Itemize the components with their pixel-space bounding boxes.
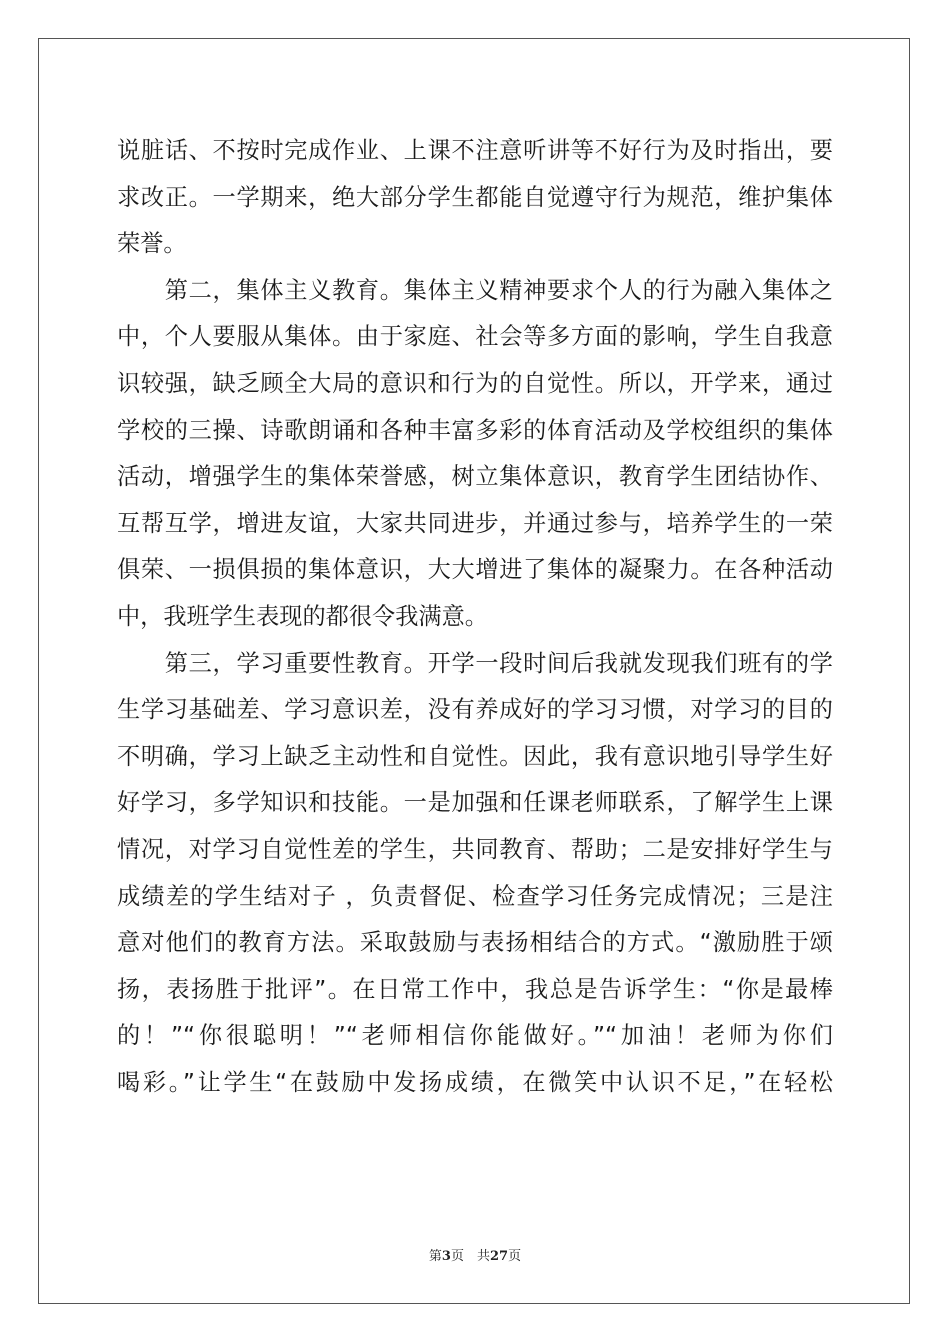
text-line: 成绩差的学生结对子 ，负责督促、检查学习任务完成情况；三是注	[117, 882, 833, 910]
page-footer	[0, 1245, 950, 1264]
footer-middle: 页 共	[450, 1249, 490, 1264]
text-line: 求改正。一学期来，绝大部分学生都能自觉遵守行为规范，维护集体	[117, 183, 833, 211]
text-line: 中，个人要服从集体。由于家庭、社会等多方面的影响，学生自我意	[117, 323, 833, 351]
current-page-number: 3	[441, 1249, 451, 1264]
text-line: 意对他们的教育方法。采取鼓励与表扬相结合的方式。“激励胜于颂	[117, 929, 833, 957]
text-line: 的！”“你很聪明！”“老师相信你能做好。”“加油！老师为你们	[117, 1022, 833, 1050]
body-text	[117, 128, 833, 1106]
total-page-number: 27	[489, 1249, 509, 1264]
text-line: 荣誉。	[117, 230, 187, 258]
text-line: 说脏话、不按时完成作业、上课不注意听讲等不好行为及时指出，要	[117, 137, 833, 164]
text-line: 第二，集体主义教育。集体主义精神要求个人的行为融入集体之	[117, 276, 833, 304]
text-line: 识较强，缺乏顾全大局的意识和行为的自觉性。所以，开学来，通过	[117, 369, 833, 397]
footer-suffix: 页	[508, 1249, 522, 1264]
text-line: 情况，对学习自觉性差的学生，共同教育、帮助；二是安排好学生与	[117, 835, 833, 863]
text-line: 扬，表扬胜于批评”。在日常工作中，我总是告诉学生：“你是最棒	[117, 975, 833, 1003]
footer-prefix: 第	[428, 1249, 442, 1264]
text-line: 互帮互学，增进友谊，大家共同进步，并通过参与，培养学生的一荣	[117, 509, 833, 537]
text-line: 中，我班学生表现的都很令我满意。	[117, 602, 488, 630]
text-line: 第三，学习重要性教育。开学一段时间后我就发现我们班有的学	[117, 649, 833, 677]
text-line: 生学习基础差、学习意识差，没有养成好的学习习惯，对学习的目的	[117, 696, 833, 724]
text-line: 俱荣、一损俱损的集体意识，大大增进了集体的凝聚力。在各种活动	[117, 556, 833, 584]
text-line: 学校的三操、诗歌朗诵和各种丰富多彩的体育活动及学校组织的集体	[117, 416, 833, 444]
text-line: 好学习，多学知识和技能。一是加强和任课老师联系，了解学生上课	[117, 789, 833, 817]
text-line: 喝彩。”让学生“在鼓励中发扬成绩，在微笑中认识不足，”在轻松	[117, 1068, 833, 1096]
text-line: 活动，增强学生的集体荣誉感，树立集体意识，教育学生团结协作、	[117, 463, 833, 491]
text-line: 不明确，学习上缺乏主动性和自觉性。因此，我有意识地引导学生好	[117, 742, 833, 770]
